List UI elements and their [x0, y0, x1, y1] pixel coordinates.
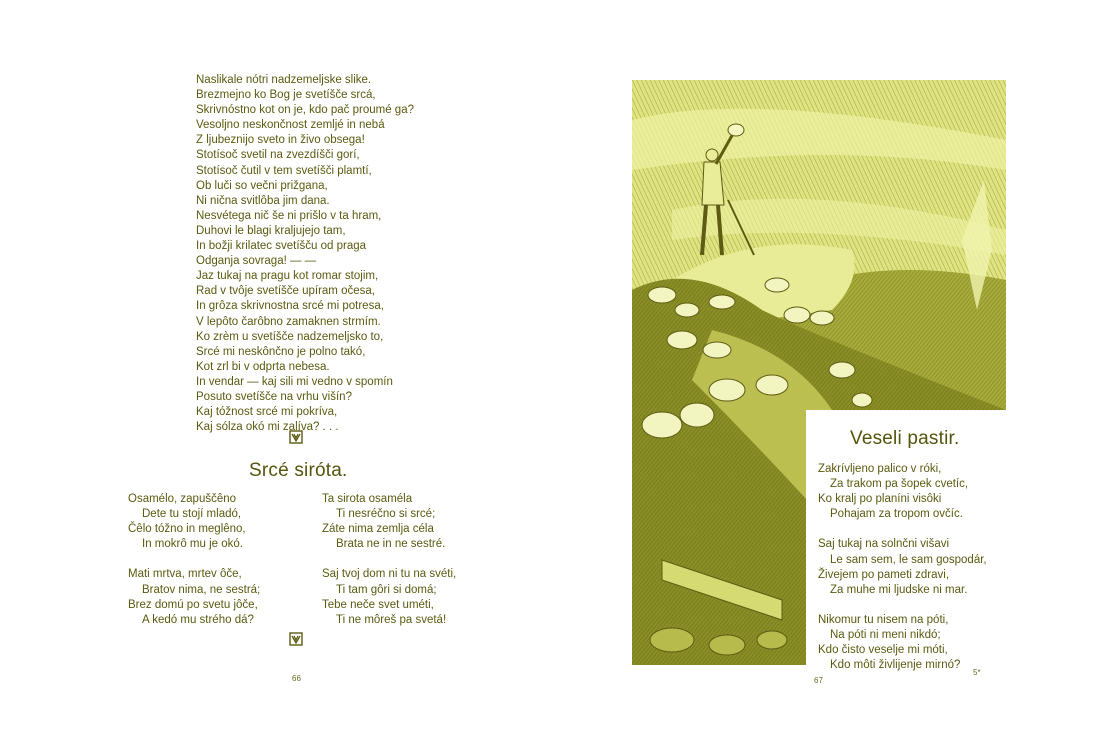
- verse-line: V lepôto čarôbno zamaknen strmím.: [196, 315, 381, 328]
- right-page: [550, 0, 1100, 750]
- verse-line: Rad v tvôje svetíšče upíram očesa,: [196, 285, 375, 298]
- verse-line: Naslikale nótri nadzemeljske slike.: [196, 74, 372, 86]
- verse-line: Duhovi le blagi kraljujejo tam,: [196, 224, 346, 237]
- verse-line: Vesoljno neskončnost zemljé in nebá: [196, 119, 385, 132]
- poem-continuation: [196, 73, 414, 435]
- poem-title: Veseli pastir.: [850, 428, 960, 449]
- verse-line: Pohajam za tropom ovčíc.: [830, 508, 963, 521]
- verse-line: Saj tvoj dom ni tu na svéti,: [322, 568, 457, 581]
- verse-line: Posuto svetíšče na vrhu višín?: [196, 390, 352, 403]
- ornament-icon: [289, 632, 303, 646]
- verse-line: In božji krilatec svetíšču od praga: [196, 240, 367, 253]
- verse-line: Brezmejno ko Bog je svetíšče srcá,: [196, 89, 376, 102]
- verse-line: Dete tu stojí mladó,: [142, 508, 242, 521]
- verse-line: [818, 598, 987, 613]
- verse-line: Brez domú po svetu jôče,: [128, 598, 258, 611]
- verse-line: Jaz tukaj na pragu kot romar stojim,: [196, 270, 379, 283]
- verse-line: Odganja sovraga! — —: [196, 255, 317, 268]
- verse-line: Ta sirota osaméla: [322, 493, 413, 505]
- verse-line: Zakrívljeno palico v róki,: [818, 463, 942, 475]
- verse-line: Živejem po pameti zdravi,: [818, 568, 950, 581]
- verse-line: In vendar — kaj sili mi vedno v spomín: [196, 375, 393, 388]
- verse-line: Ob luči so večni prižgana,: [196, 179, 328, 192]
- poem-column-1: [128, 492, 260, 628]
- verse-line: Ti nesréčno si srcé;: [336, 508, 436, 521]
- verse-line: Ni nična svitlôba jim dana.: [196, 194, 330, 207]
- verse-line: Bratov nima, ne sestrá;: [142, 583, 261, 596]
- verse-line: Tebe neče svet uméti,: [322, 598, 434, 611]
- verse-line: Le sam sem, le sam gospodár,: [830, 553, 987, 566]
- page-number: 66: [292, 674, 301, 683]
- verse-line: Záte nima zemlja céla: [322, 523, 434, 536]
- verse-line: Kot zrl bi v odprta nebesa.: [196, 360, 330, 373]
- verse-line: Brata ne in ne sestré.: [336, 538, 446, 551]
- verse-line: Na póti ni meni nikdó;: [830, 629, 941, 642]
- verse-line: Mati mrtva, mrtev ôče,: [128, 568, 242, 581]
- verse-line: Ko kralj po planíni visôki: [818, 493, 942, 506]
- verse-line: A kedó mu strého dá?: [142, 613, 254, 626]
- verse-line: Srcé mi neskônčno je polno takó,: [196, 345, 366, 358]
- verse-line: Kaj sólza okó mi zalíva? . . .: [196, 421, 339, 434]
- verse-line: In grôza skrivnostna srcé mi potresa,: [196, 300, 384, 313]
- verse-line: Ti ne môreš pa svetá!: [336, 613, 447, 626]
- verse-line: In mokrô mu je okó.: [142, 538, 243, 551]
- page-number: 67: [814, 676, 823, 685]
- verse-line: Skrivnóstno kot on je, kdo pač proumé ga?: [196, 104, 414, 117]
- verse-line: Saj tukaj na solnčni višavi: [818, 538, 950, 551]
- poem-column-2: [322, 492, 456, 628]
- verse-line: [128, 552, 260, 567]
- verse-line: Nikomur tu nisem na póti,: [818, 613, 949, 626]
- verse-line: [818, 522, 987, 537]
- verse-line: Kdo čisto veselje mi móti,: [818, 644, 948, 657]
- ornament-icon: [289, 430, 303, 444]
- verse-line: Čêlo tóžno in meglêno,: [128, 523, 246, 536]
- verse-line: Z ljubeznijo sveto in živo obsega!: [196, 134, 365, 147]
- verse-line: Ti tam gôri si domá;: [336, 583, 437, 596]
- verse-line: Ko zrèm u svetíšče nadzemeljsko to,: [196, 330, 384, 343]
- verse-line: [322, 552, 456, 567]
- verse-line: Kaj tóžnost srcé mi pokríva,: [196, 406, 338, 419]
- verse-line: Osamélo, zapuščêno: [128, 493, 237, 505]
- verse-line: Za muhe mi ljudske ni mar.: [830, 583, 968, 596]
- poem-verses: [818, 462, 987, 673]
- signature-mark: 5*: [973, 668, 981, 677]
- verse-line: Stotísoč svetil na zvezdíšči gorí,: [196, 149, 360, 162]
- verse-line: Stotísoč čutil v tem svetíšči plamtí,: [196, 164, 372, 177]
- poem-title: Srcé siróta.: [249, 460, 348, 481]
- verse-line: Kdo môti živlijenje mirnó?: [830, 659, 961, 672]
- verse-line: Nesvétega nič še ni prišlo v ta hram,: [196, 209, 382, 222]
- verse-line: Za trakom pa šopek cvetíc,: [830, 478, 969, 491]
